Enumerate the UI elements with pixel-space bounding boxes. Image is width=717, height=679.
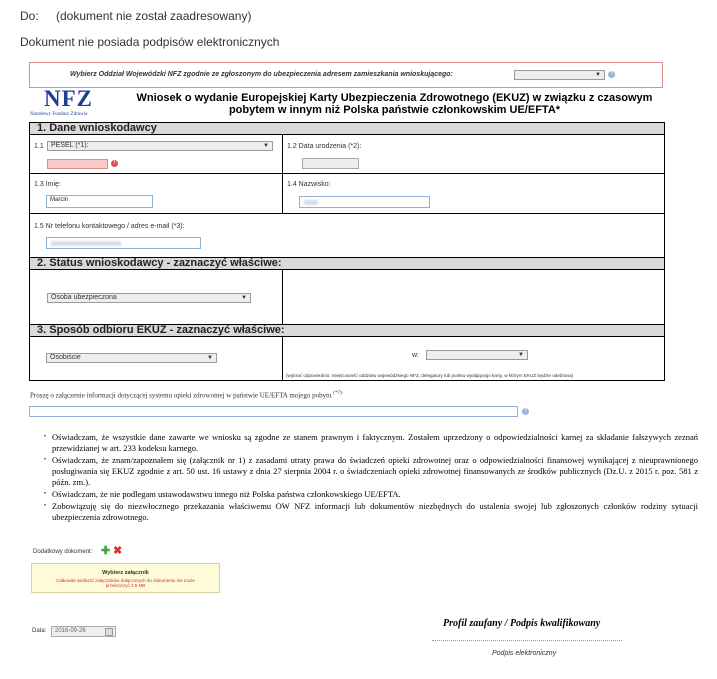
pickup-place-cell — [282, 336, 665, 381]
status-cell — [29, 269, 283, 325]
info-request-input[interactable] — [29, 406, 518, 417]
oddzial-select[interactable] — [514, 70, 605, 80]
first-name-label: 1.3 Imię: — [34, 181, 61, 188]
date-input[interactable]: 2016-09-26 — [51, 626, 116, 637]
status-select[interactable]: Osoba ubezpieczona ▼ — [47, 293, 251, 303]
pickup-place-label: w: — [412, 352, 419, 359]
calendar-icon[interactable] — [105, 628, 113, 636]
signature-caption: Podpis elektroniczny — [492, 650, 557, 657]
statement-item: • Oświadczam, że nie podlegam ustawodawstwu innego niż Polska państwa członkowskiego UE/EFTA. — [52, 489, 698, 500]
statements-list — [44, 432, 698, 524]
pickup-method-select[interactable]: Osobiście ▼ — [46, 353, 217, 363]
pickup-place-hint: (wybrać odpowiednio: miejscowość oddziału wojewódzkiego NFZ, delegatury lub punktu wydającego karty, w którym EKUZ będzie odebrana) — [286, 373, 574, 378]
signature-title: Profil zaufany / Podpis kwalifikowany — [443, 618, 601, 629]
field-1-2-cell — [282, 134, 665, 174]
redacted-value — [304, 200, 318, 205]
field-1-4-cell — [282, 173, 665, 214]
oddzial-label: Wybierz Oddział Wojewódzki NFZ zgodnie ze zgłoszonym do ubezpieczenia adresem zamieszkania wnioskującego: — [70, 71, 453, 78]
statement-item: • Oświadczam, że znam/zapoznałem się (załącznik nr 1) z zasadami utraty prawa do świadczeń opieki zdrowotnej oraz o odpowiedzialności finansowej wynikającej z nieuprawnionego posługiwania się EKUZ zgodnie z art. 50 ust. 16 ustawy z dnia 27 sierpnia 2004 r. o świadczeniach opieki zdrowotnej finansowanych ze środków publicznych (Dz.U. z 2015 r. poz. 581 z późn. zm.). — [52, 455, 698, 488]
date-label: Data: — [32, 628, 47, 634]
attachment-label: Dodatkowy dokument: — [33, 549, 93, 555]
contact-input[interactable] — [46, 237, 201, 249]
chevron-down-icon: ▼ — [595, 72, 601, 78]
attachment-limit-note: Całkowita wielkość załączników dołączonych do dokumentu nie może przekroczyć 3.5 MB — [56, 578, 195, 588]
status-extra-cell — [282, 269, 665, 325]
chevron-down-icon: ▼ — [241, 295, 247, 301]
nfz-logo: NFZ — [44, 86, 93, 111]
pesel-input[interactable] — [47, 159, 108, 169]
info-request-label: Proszę o załączenie informacji dotyczącej systemu opieki zdrowotnej w państwie UE/EFTA mojego pobytu $^{(*7):}$ — [30, 391, 344, 400]
add-icon[interactable]: ✚ — [101, 545, 111, 557]
to-value: (dokument nie został zaadresowany) — [56, 9, 252, 23]
method-cell — [29, 336, 283, 381]
field-1-1-number: 1.1 — [34, 143, 44, 150]
last-name-label: 1.4 Nazwisko: — [287, 181, 331, 188]
error-icon: ! — [111, 160, 118, 167]
statement-item: • Oświadczam, że wszystkie dane zawarte we wniosku są zgodne ze stanem prawnym i faktycznym. Zostałem uprzedzony o odpowiedzialności karnej za składanie fałszywych zeznań przewidzianej w art. 233 kodeksu karnego. — [52, 432, 698, 454]
chevron-down-icon: ▼ — [207, 355, 213, 361]
signature-line — [432, 640, 622, 641]
birth-date-input[interactable] — [302, 158, 359, 169]
section-1-header: 1. Dane wnioskodawcy — [29, 122, 665, 135]
help-icon[interactable]: ? — [523, 408, 528, 414]
choose-attachment-link[interactable]: Wybierz załącznik — [102, 570, 149, 576]
help-icon[interactable]: ? — [609, 71, 614, 77]
to-label: Do: — [20, 9, 39, 23]
first-name-input[interactable]: Marcin — [46, 195, 153, 208]
field-1-3-cell — [29, 173, 283, 214]
chevron-down-icon: ▼ — [263, 143, 269, 149]
statement-item: • Zobowiązuję się do niezwłocznego przekazania właściwemu OW NFZ informacji lub dokumentów niezbędnych do ustalenia swojej lub zgłoszonych członków rodziny sytuacji ubezpieczenia zdrowotnego. — [52, 501, 698, 523]
pickup-place-select[interactable] — [426, 350, 528, 360]
oddzial-box — [29, 62, 663, 88]
redacted-value — [51, 241, 121, 246]
chevron-down-icon: ▼ — [518, 352, 524, 358]
id-type-select[interactable]: PESEL (*1): ▼ — [47, 141, 273, 151]
section-3-header: 3. Sposób odbioru EKUZ - zaznaczyć właściwe: — [29, 324, 665, 337]
form-title: Wniosek o wydanie Europejskiej Karty Ubezpieczenia Zdrowotnego (EKUZ) w związku z czasowym pobytem w innym niż Polska państwie członkowskim UE/EFTA* — [136, 92, 653, 116]
remove-icon[interactable]: ✖ — [113, 545, 123, 557]
field-1-1-cell — [29, 134, 283, 174]
field-1-5-cell — [29, 213, 665, 258]
last-name-input[interactable] — [299, 196, 430, 208]
contact-label: 1.5 Nr telefonu kontaktowego / adres e-mail (*3): — [34, 223, 185, 230]
nfz-logo-subtitle: Narodowy Fundusz Zdrowia — [30, 112, 88, 117]
signature-status: Dokument nie posiada podpisów elektronicznych — [20, 35, 280, 49]
section-2-header: 2. Status wnioskodawcy - zaznaczyć właściwe: — [29, 257, 665, 270]
birth-date-label: 1.2 Data urodzenia (*2): — [287, 143, 362, 150]
attachment-dropzone[interactable] — [31, 563, 220, 593]
